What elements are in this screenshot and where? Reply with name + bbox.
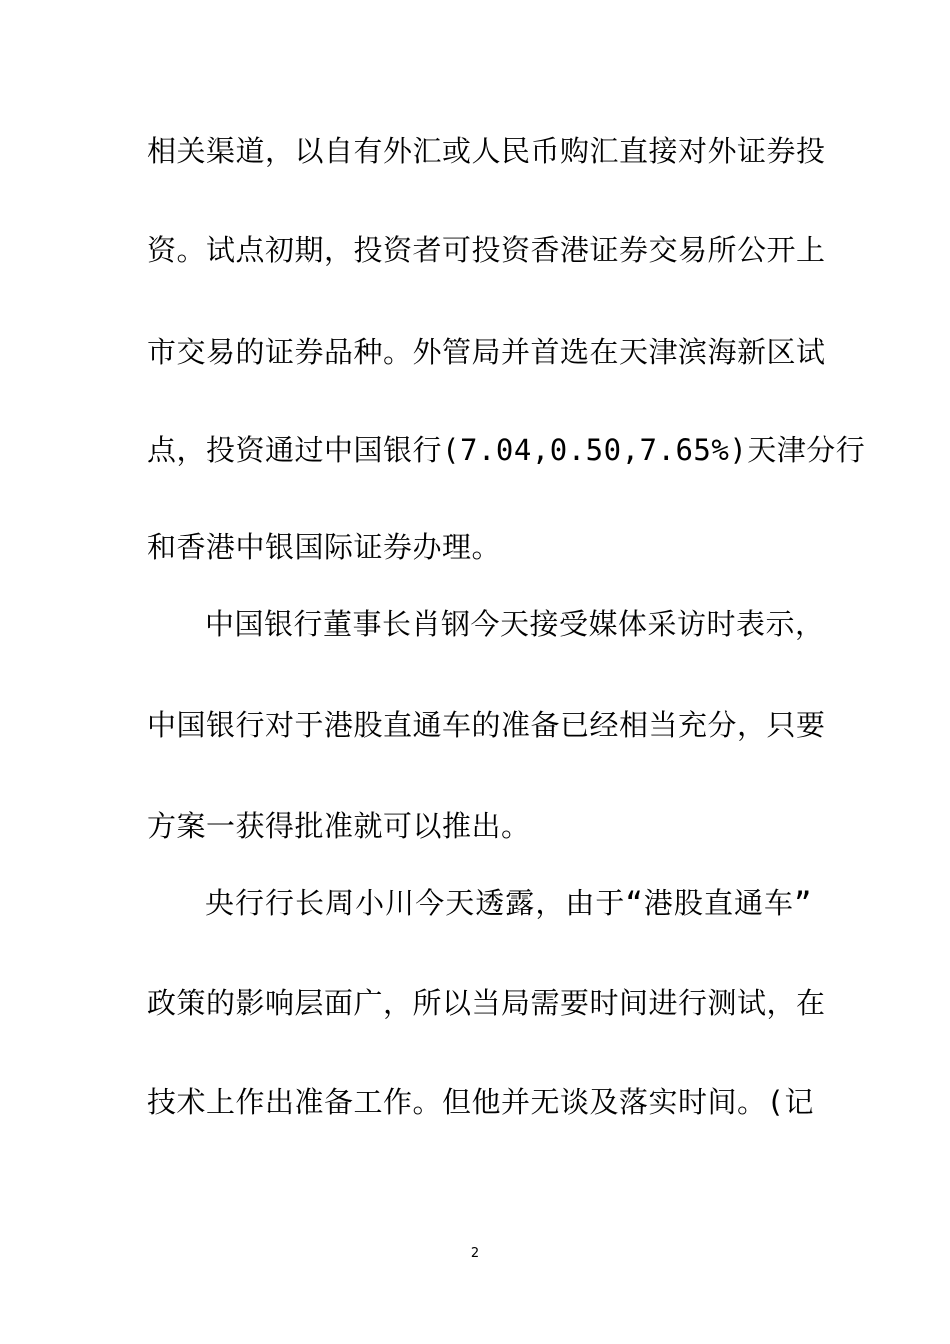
text-line: 相关渠道，以自有外汇或人民币购汇直接对外证券投	[147, 134, 826, 168]
text-line: 技术上作出准备工作。但他并无谈及落实时间。(记	[147, 1085, 814, 1119]
paragraph-first-line: 中国银行董事长肖钢今天接受媒体采访时表示，	[205, 607, 825, 641]
text-line: 政策的影响层面广，所以当局需要时间进行测试，在	[147, 986, 826, 1020]
text-line: 资。试点初期，投资者可投资香港证券交易所公开上	[147, 233, 826, 267]
text-line: 点，投资通过中国银行(7.04,0.50,7.65%)天津分行	[147, 433, 866, 467]
paragraph-first-line: 央行行长周小川今天透露，由于“港股直通车”	[205, 886, 812, 920]
text-line: 市交易的证券品种。外管局并首选在天津滨海新区试	[147, 335, 826, 369]
page-number: 2	[470, 1246, 480, 1261]
text-line: 方案一获得批准就可以推出。	[147, 809, 531, 843]
text-line: 和香港中银国际证券办理。	[147, 530, 502, 564]
text-line: 中国银行对于港股直通车的准备已经相当充分，只要	[147, 708, 826, 742]
